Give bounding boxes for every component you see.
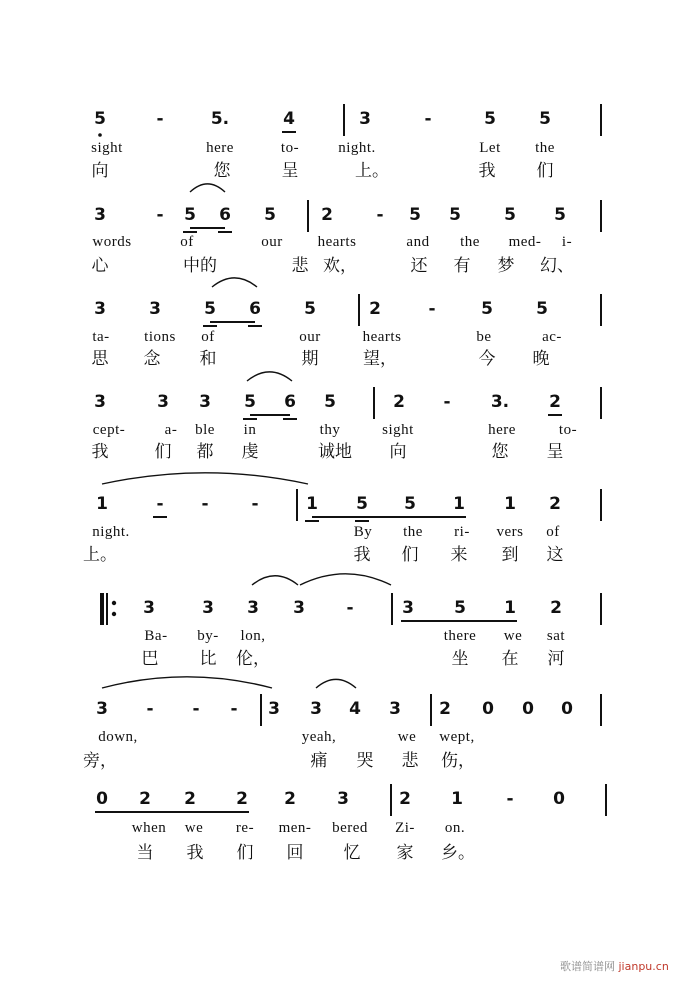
beam-underline: [102, 811, 145, 813]
bar-line: [600, 104, 602, 136]
chinese-lyric: 诚地: [318, 442, 352, 462]
jianpu-note: 0: [522, 699, 534, 719]
bar-line: [600, 200, 602, 232]
jianpu-note: 2: [439, 699, 451, 719]
bar-line: [600, 387, 602, 419]
chinese-lyric: 梦: [497, 256, 515, 276]
jianpu-note: 1: [453, 494, 465, 514]
english-lyric: here: [488, 422, 516, 438]
chinese-lyric: 幻、: [540, 256, 574, 276]
chinese-lyric: 痛: [310, 751, 328, 771]
jianpu-note: 5: [409, 205, 421, 225]
jianpu-note: 2: [369, 299, 381, 319]
dash-extension: -: [156, 494, 164, 514]
dash-extension: -: [156, 205, 164, 225]
chinese-lyric: 还: [410, 256, 428, 276]
dash-extension: -: [230, 699, 238, 719]
beam-underline: [190, 811, 242, 813]
jianpu-note: 3: [337, 789, 349, 809]
english-lyric: sight: [91, 140, 123, 156]
duration-underline: [218, 231, 232, 233]
jianpu-note: 5: [539, 109, 551, 129]
dash-extension: -: [201, 494, 209, 514]
jianpu-note: 5: [536, 299, 548, 319]
chinese-lyric: 上。: [355, 161, 389, 181]
beam-underline: [210, 321, 255, 323]
bar-line: [343, 104, 345, 136]
bar-line: [358, 294, 360, 326]
jianpu-note: 5: [204, 299, 216, 319]
dash-extension: -: [192, 699, 200, 719]
jianpu-note: 2: [139, 789, 151, 809]
jianpu-note: 2: [549, 494, 561, 514]
english-lyric: vers: [496, 524, 524, 540]
chinese-lyric: 到: [501, 545, 519, 565]
english-lyric: be: [476, 329, 492, 345]
chinese-lyric: 坐: [451, 649, 469, 669]
dash-extension: -: [376, 205, 384, 225]
jianpu-note: 2: [284, 789, 296, 809]
beam-underline: [190, 227, 225, 229]
jianpu-note: 3: [199, 392, 211, 412]
chinese-lyric: 乡。: [441, 843, 475, 863]
duration-underline: [243, 418, 257, 420]
jianpu-note: 0: [561, 699, 573, 719]
jianpu-note: 2: [184, 789, 196, 809]
english-lyric: By: [353, 524, 373, 540]
english-lyric: night.: [92, 524, 130, 540]
chinese-lyric: 巴: [141, 649, 159, 669]
english-lyric: of: [180, 234, 194, 250]
chinese-lyric: 比: [199, 649, 217, 669]
english-lyric: hearts: [317, 234, 357, 250]
english-lyric: words: [92, 234, 132, 250]
english-lyric: Let: [479, 140, 501, 156]
chinese-lyric: 上。: [83, 545, 117, 565]
chinese-lyric: 伤，: [441, 751, 475, 771]
chinese-lyric: 们: [154, 442, 172, 462]
english-lyric: we: [184, 820, 204, 836]
jianpu-note: 0: [553, 789, 565, 809]
jianpu-note: 0: [482, 699, 494, 719]
english-lyric: we: [397, 729, 417, 745]
english-lyric: to-: [280, 140, 300, 156]
chinese-lyric: 呈: [281, 161, 299, 181]
english-lyric: thy: [319, 422, 341, 438]
chinese-lyric: 虔: [241, 442, 259, 462]
dash-extension: -: [506, 789, 514, 809]
bar-line: [430, 694, 432, 726]
jianpu-note: 3: [293, 598, 305, 618]
duration-underline: [283, 418, 297, 420]
chinese-lyric: 都: [196, 442, 214, 462]
chinese-lyric: 今: [478, 349, 496, 369]
chinese-lyric: 您: [491, 442, 509, 462]
english-lyric: of: [201, 329, 215, 345]
chinese-lyric: 回: [286, 843, 304, 863]
jianpu-note: 2: [549, 392, 561, 412]
chinese-lyric: 我: [91, 442, 109, 462]
jianpu-note: 5: [481, 299, 493, 319]
jianpu-note: 1: [504, 598, 516, 618]
chinese-lyric: 河: [547, 649, 565, 669]
beam-underline: [312, 516, 362, 518]
jianpu-note: 3: [94, 392, 106, 412]
jianpu-note: 4: [283, 109, 295, 129]
english-lyric: we: [503, 628, 523, 644]
chinese-lyric: 哭: [356, 751, 374, 771]
english-lyric: there: [443, 628, 477, 644]
beam-underline: [362, 516, 410, 518]
english-lyric: sat: [546, 628, 566, 644]
jianpu-note: 1: [306, 494, 318, 514]
english-lyric: lon,: [240, 628, 266, 644]
bar-line: [307, 200, 309, 232]
chinese-lyric: 忆: [343, 843, 361, 863]
jianpu-note: 3: [402, 598, 414, 618]
jianpu-note: 5: [484, 109, 496, 129]
english-lyric: the: [460, 234, 480, 250]
chinese-lyric: 念: [143, 349, 161, 369]
jianpu-note: 2: [550, 598, 562, 618]
english-lyric: down,: [98, 729, 138, 745]
jianpu-note: 1: [504, 494, 516, 514]
english-lyric: ri-: [454, 524, 470, 540]
jianpu-note: 3: [310, 699, 322, 719]
jianpu-note: 3: [149, 299, 161, 319]
beam-underline: [145, 811, 190, 813]
jianpu-note: 3.: [490, 392, 510, 412]
bar-line: [600, 694, 602, 726]
dash-extension: -: [251, 494, 259, 514]
chinese-lyric: 向: [389, 442, 407, 462]
chinese-lyric: 这: [546, 545, 564, 565]
english-lyric: med-: [508, 234, 542, 250]
bar-line: [296, 489, 298, 521]
chinese-lyric: 心: [91, 256, 109, 276]
chinese-lyric: 家: [396, 843, 414, 863]
jianpu-note: 1: [451, 789, 463, 809]
english-lyric: by-: [197, 628, 219, 644]
jianpu-note: 2: [399, 789, 411, 809]
english-lyric: sight: [382, 422, 414, 438]
bar-line: [390, 784, 392, 816]
jianpu-note: 5.: [210, 109, 230, 129]
beam-underline: [408, 620, 460, 622]
jianpu-note: 3: [94, 299, 106, 319]
duration-underline: [203, 325, 217, 327]
english-lyric: ble: [195, 422, 215, 438]
english-lyric: wept,: [439, 729, 475, 745]
jianpu-note: 2: [393, 392, 405, 412]
duration-underline: [153, 516, 167, 518]
dash-extension: -: [443, 392, 451, 412]
chinese-lyric: 望，: [363, 349, 397, 369]
chinese-lyric: 我: [478, 161, 496, 181]
jianpu-note: 0: [96, 789, 108, 809]
english-lyric: re-: [235, 820, 255, 836]
chinese-lyric: 呈: [546, 442, 564, 462]
chinese-lyric: 中的: [183, 256, 217, 276]
repeat-start-bar: [106, 593, 108, 625]
beam-underline: [410, 516, 459, 518]
jianpu-note: 2: [236, 789, 248, 809]
jianpu-note: 3: [96, 699, 108, 719]
english-lyric: tions: [144, 329, 176, 345]
chinese-lyric: 期: [301, 349, 319, 369]
english-lyric: the: [403, 524, 423, 540]
jianpu-note: 5: [356, 494, 368, 514]
chinese-lyric: 悲: [291, 256, 309, 276]
bar-line: [605, 784, 607, 816]
english-lyric: bered: [332, 820, 368, 836]
english-lyric: Zi-: [395, 820, 415, 836]
duration-underline: [548, 414, 562, 416]
duration-underline: [183, 231, 197, 233]
english-lyric: a-: [164, 422, 178, 438]
chinese-lyric: 伦，: [236, 649, 270, 669]
duration-underline: [355, 520, 369, 522]
bar-line: [373, 387, 375, 419]
chinese-lyric: 向: [91, 161, 109, 181]
chinese-lyric: 来: [450, 545, 468, 565]
bar-line: [600, 593, 602, 625]
jianpu-note: 3: [143, 598, 155, 618]
chinese-lyric: 悲: [401, 751, 419, 771]
chinese-lyric: 思: [91, 349, 109, 369]
jianpu-note: 5: [404, 494, 416, 514]
jianpu-note: 5: [554, 205, 566, 225]
bar-line: [260, 694, 262, 726]
english-lyric: our: [261, 234, 283, 250]
dash-extension: -: [146, 699, 154, 719]
jianpu-note: 3: [389, 699, 401, 719]
duration-underline: [282, 131, 296, 133]
jianpu-note: 5: [264, 205, 276, 225]
chinese-lyric: 当: [136, 843, 154, 863]
english-lyric: to-: [558, 422, 578, 438]
jianpu-note: 5: [304, 299, 316, 319]
jianpu-note: 3: [94, 205, 106, 225]
jianpu-note: 5: [244, 392, 256, 412]
jianpu-note: 2: [321, 205, 333, 225]
english-lyric: here: [206, 140, 234, 156]
english-lyric: Ba-: [144, 628, 168, 644]
jianpu-note: 5: [504, 205, 516, 225]
chinese-lyric: 在: [501, 649, 519, 669]
beam-underline: [250, 414, 290, 416]
english-lyric: men-: [278, 820, 312, 836]
jianpu-note: 5: [454, 598, 466, 618]
jianpu-note: 3: [359, 109, 371, 129]
english-lyric: of: [546, 524, 560, 540]
chinese-lyric: 们: [536, 161, 554, 181]
jianpu-note: 6: [284, 392, 296, 412]
jianpu-note: 5: [94, 109, 106, 129]
jianpu-note: 6: [219, 205, 231, 225]
chinese-lyric: 和: [199, 349, 217, 369]
english-lyric: ta-: [92, 329, 110, 345]
jianpu-note: 3: [247, 598, 259, 618]
beam-underline: [460, 620, 510, 622]
chinese-lyric: 我: [186, 843, 204, 863]
english-lyric: on.: [444, 820, 466, 836]
english-lyric: when: [131, 820, 167, 836]
english-lyric: the: [535, 140, 555, 156]
chinese-lyric: 们: [236, 843, 254, 863]
jianpu-note: 4: [349, 699, 361, 719]
bar-line: [391, 593, 393, 625]
english-lyric: yeah,: [301, 729, 337, 745]
jianpu-note: 5: [184, 205, 196, 225]
dash-extension: -: [424, 109, 432, 129]
dash-extension: -: [346, 598, 354, 618]
jianpu-note: 6: [249, 299, 261, 319]
chinese-lyric: 我: [353, 545, 371, 565]
chinese-lyric: 旁，: [83, 751, 117, 771]
english-lyric: i-: [561, 234, 573, 250]
jianpu-note: 5: [324, 392, 336, 412]
english-lyric: night.: [338, 140, 376, 156]
duration-underline: [248, 325, 262, 327]
jianpu-note: 5: [449, 205, 461, 225]
chinese-lyric: 欢，: [323, 256, 357, 276]
watermark: 歌谱简谱网 jianpu.cn: [560, 960, 669, 973]
english-lyric: cept-: [92, 422, 126, 438]
english-lyric: hearts: [362, 329, 402, 345]
chinese-lyric: 有: [453, 256, 471, 276]
jianpu-note: 3: [268, 699, 280, 719]
bar-line: [600, 294, 602, 326]
english-lyric: and: [406, 234, 430, 250]
chinese-lyric: 们: [401, 545, 419, 565]
jianpu-note: 3: [157, 392, 169, 412]
jianpu-note: 3: [202, 598, 214, 618]
duration-underline: [305, 520, 319, 522]
english-lyric: our: [299, 329, 321, 345]
chinese-lyric: 晚: [532, 349, 550, 369]
repeat-start-bar: [100, 593, 104, 625]
dash-extension: -: [428, 299, 436, 319]
jianpu-note: 1: [96, 494, 108, 514]
dash-extension: -: [156, 109, 164, 129]
chinese-lyric: 您: [213, 161, 231, 181]
bar-line: [600, 489, 602, 521]
english-lyric: in: [243, 422, 257, 438]
english-lyric: ac-: [542, 329, 562, 345]
